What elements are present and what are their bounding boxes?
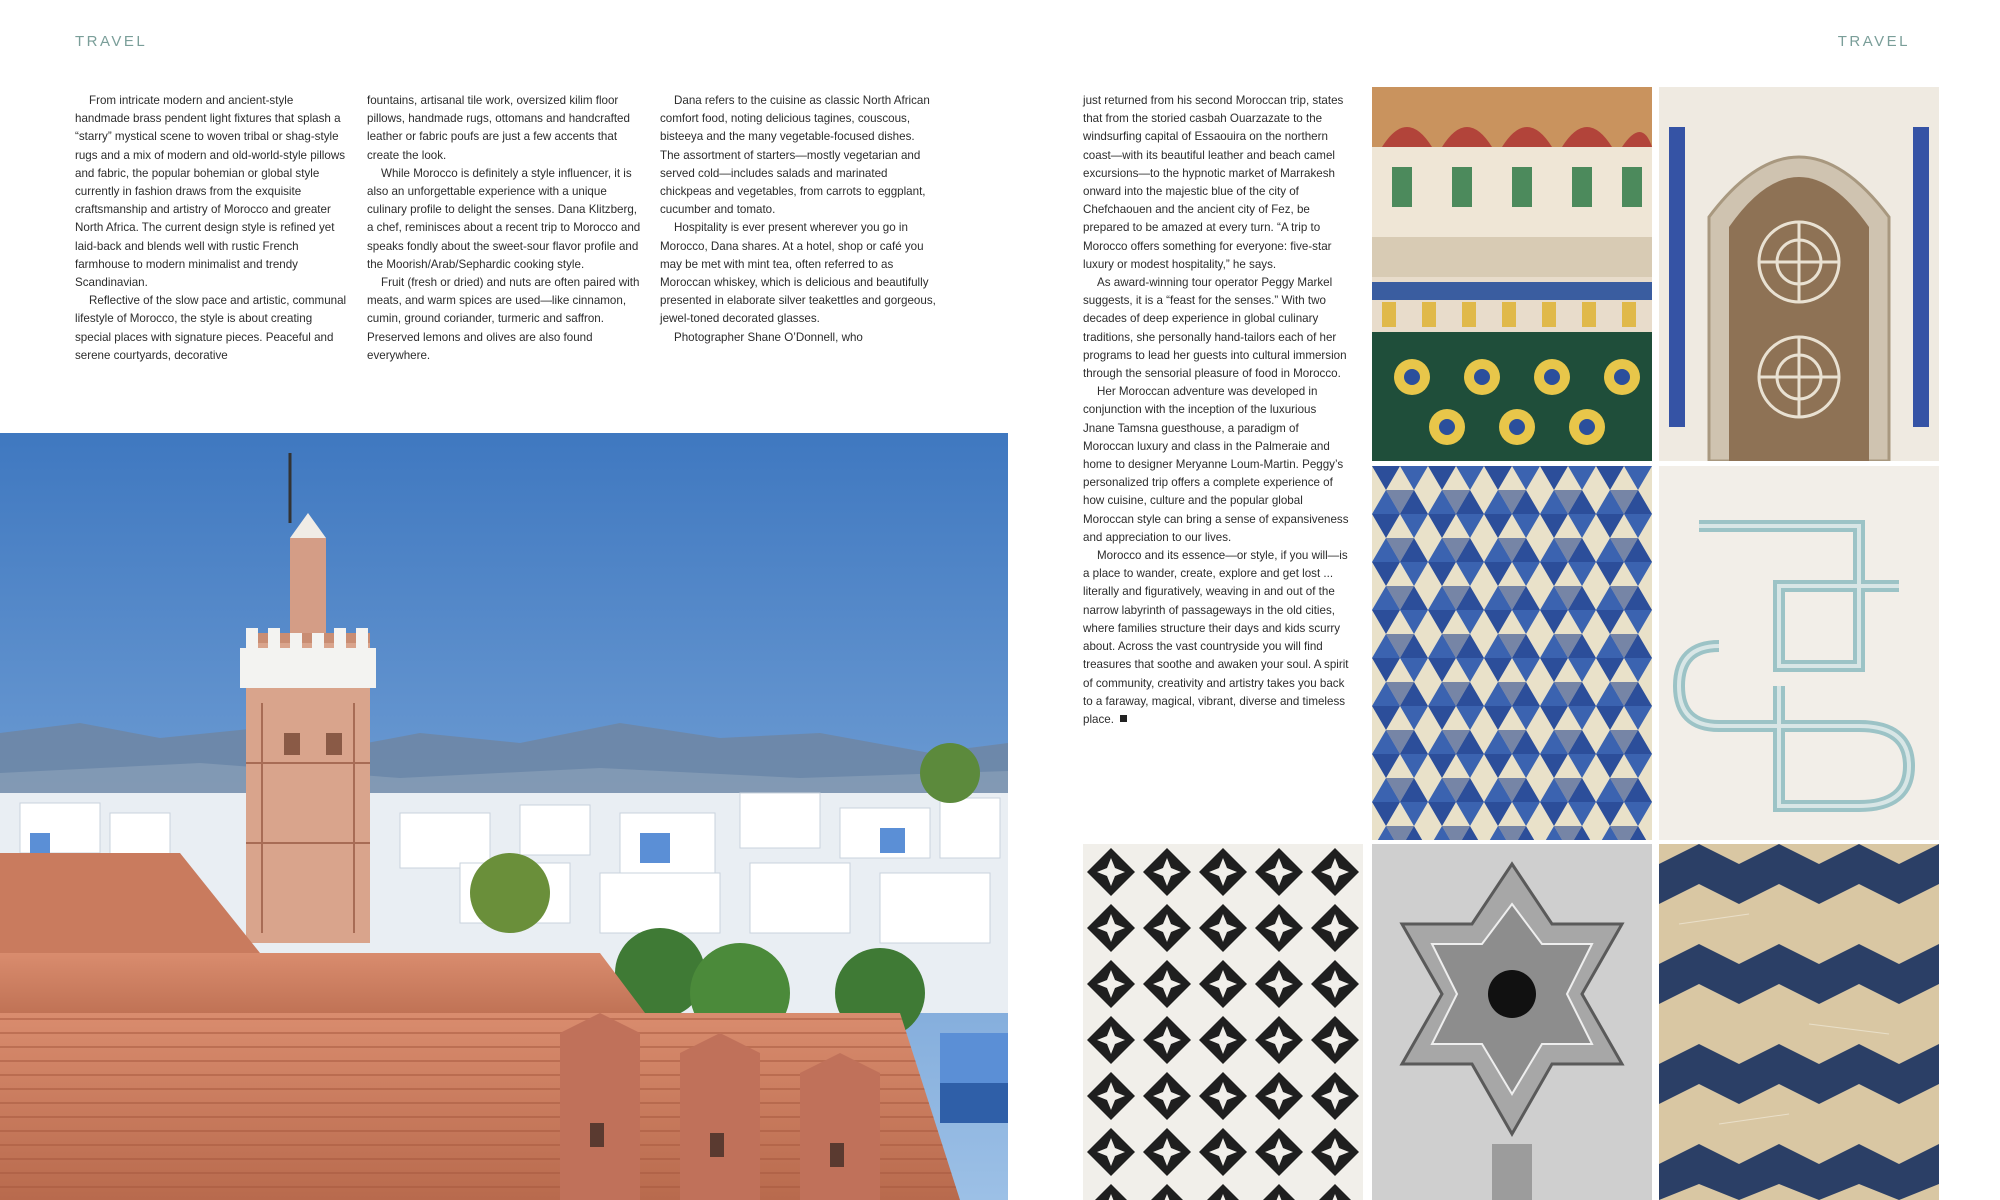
paragraph: Photographer Shane O’Donnell, who: [674, 330, 863, 344]
paragraph: Reflective of the slow pace and artistic, communal lifestyle of Morocco, the style is about creating special places with signature pieces. Peaceful and serene courtyards, decorative: [75, 294, 347, 362]
article-column-3: [660, 92, 936, 347]
paragraph: Dana refers to the cuisine as classic North African comfort food, noting delicious tagines, couscous, bisteeya and the many vegetable-focused dishes. The assortment of starters—mostly vegetarian and served cold—includes salads and marinated chickpeas and vegetables, from carrots to eggplant, cucumber and tomato.: [660, 94, 930, 217]
paragraph: As award-winning tour operator Peggy Markel suggests, it is a “feast for the senses.” With two decades of deep experience in global culinary traditions, she personally hand-tailors each of her programs to lead her guests into cultural immersion through the sensorial pleasure of food in Morocco.: [1083, 276, 1347, 381]
paragraph: fountains, artisanal tile work, oversized kilim floor pillows, handmade rugs, ottomans and handcrafted leather or fabric poufs are just a few accents that create the look.: [367, 94, 630, 162]
photo-chevron-marble-floor: [1659, 844, 1939, 1200]
photo-chefchaouen-minaret: [0, 433, 1008, 1200]
paragraph: Her Moroccan adventure was developed in conjunction with the inception of the luxurious Jnane Tamsna guesthouse, a paradigm of Moroccan luxury and class in the Palmeraie and home to designer Meryanne Loum-Martin. Peggy’s personalized trip offers a complete experience of how cuisine, culture and the popular global Moroccan style can bring a sense of expansiveness and appreciation to our lives.: [1083, 385, 1349, 544]
photo-blue-star-tiles: [1372, 466, 1652, 840]
paragraph: From intricate modern and ancient-style handmade brass pendent light fixtures that splash a “starry” mystical scene to woven tribal or shag-style rugs and a mix of modern and old-world-style pillows and fabric, the popular bohemian or global style currently in fashion draws from the exquisite craftsmanship and artistry of Morocco and greater North Africa. The current design style is refined yet laid-back and blends well with rustic French farmhouse to modern minimalist and trendy Scandinavian.: [75, 94, 345, 290]
paragraph: While Morocco is definitely a style influencer, it is also an unforgettable experience with a unique culinary profile to delight the senses. Dana Klitzberg, a chef, reminisces about a recent trip to Morocco and speaks fondly about the sweet-sour flavor profile and the Moorish/Arab/Sephardic cooking style.: [367, 166, 641, 271]
article-column-1: [75, 92, 347, 365]
paragraph: just returned from his second Moroccan trip, states that from the storied casbah Ouarzazate to the windsurfing capital of Essaouira on the northern coast—with its beautiful leather and beach camel excursions—to the hypnotic market of Marrakesh onward into the majestic blue of the city of Chefchaouen and the ancient city of Fez, be prepared to be amazed at every turn. “A trip to Morocco offers something for everyone: five-star luxury or modest hospitality,” he says.: [1083, 94, 1344, 271]
photo-black-white-star-tiles: [1083, 844, 1363, 1200]
paragraph: Fruit (fresh or dried) and nuts are often paired with meats, and warm spices are used—like cinnamon, cumin, ground coriander, turmeric and saffron. Preserved lemons and olives are also found everywhere.: [367, 276, 640, 362]
article-column-2: [367, 92, 641, 365]
paragraph: Hospitality is ever present wherever you go in Morocco, Dana shares. At a hotel, shop or café you may be met with mint tea, often referred to as Moroccan whiskey, which is delicious and beautifully presented in elaborate silver teakettles and gorgeous, jewel-toned decorated glasses.: [660, 221, 936, 326]
paragraph: [1083, 547, 1349, 729]
photo-knot-relief: [1659, 466, 1939, 840]
article-column-4: [1083, 92, 1349, 729]
photo-tile-stucco-arches: [1372, 87, 1652, 461]
photo-carved-arch-window: [1659, 87, 1939, 461]
paragraph-text: Morocco and its essence—or style, if you will—is a place to wander, create, explore and get lost ... literally and figuratively, weaving in and out of the narrow labyrinth of passageways in the old cities, where families structure their days and kids scurry about. Across the vast countryside you will find treasures that soothe and awaken your soul. A spirit of community, creativity and artistry takes you back to a faraway, magical, vibrant, diverse and timeless place.: [1083, 549, 1349, 726]
section-label-left: TRAVEL: [75, 33, 148, 50]
photo-star-ceiling-carving: [1372, 844, 1652, 1200]
section-label-right: TRAVEL: [1837, 33, 1910, 50]
end-of-article-mark: [1120, 715, 1127, 722]
